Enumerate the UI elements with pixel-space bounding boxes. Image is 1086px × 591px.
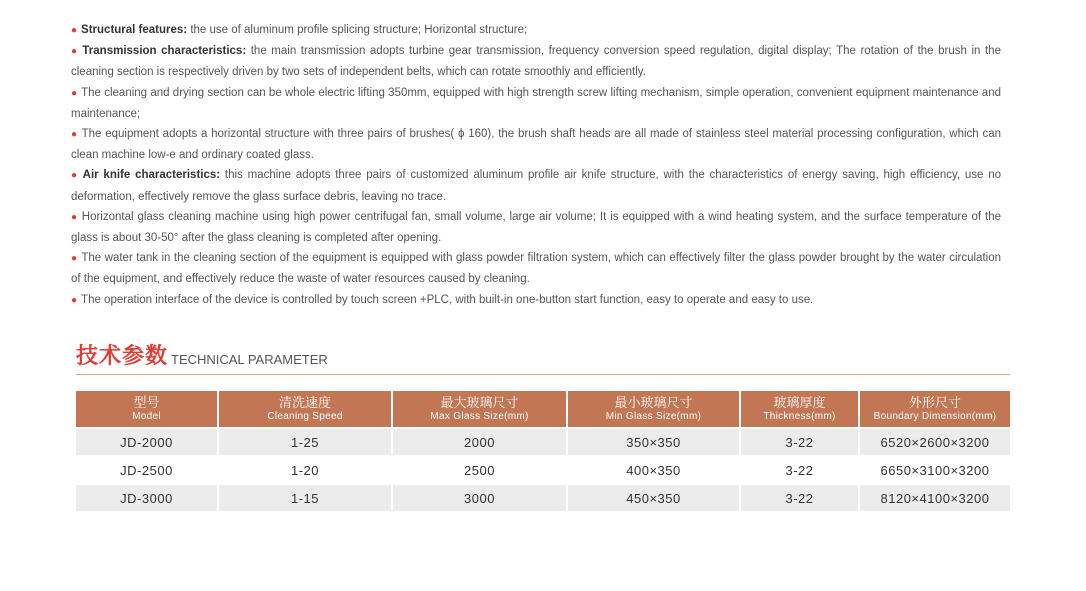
feature-text: this machine adopts three pairs of customized aluminum profile air knife structure, with the characteristics of energy saving, high efficiency, use no deformation, effectively remove the glass surface debris, leaving no trace. [71,169,1001,203]
feature-text: The cleaning and drying section can be whole electric lifting 350mm, equipped with high strength screw lifting mechanism, simple operation, convenient equipment maintenance and maintenance; [71,86,1001,120]
bullet-icon: ● [71,129,78,141]
cell-thickness: 3-22 [741,457,858,483]
feature-item [71,290,1001,311]
cell-min-size: 450×350 [568,485,739,511]
feature-item [71,83,1001,124]
section-title-en: TECHNICAL PARAMETER [171,352,328,367]
table-row [76,485,1010,511]
feature-label: Transmission characteristics: [82,45,247,58]
header-cleaning-speed: 清洗速度 Cleaning Speed [219,391,391,427]
section-title-cn: 技术参数 [76,343,169,368]
feature-item [71,41,1001,82]
cell-min-size: 350×350 [568,429,739,455]
header-thickness: 玻璃厚度 Thickness(mm) [741,391,858,427]
feature-label: Air knife characteristics: [82,169,221,182]
feature-text: the main transmission adopts turbine gear transmission, frequency conversion speed regulation, digital display; The rotation of the brush in the cleaning section is respectively driven by two sets of independent belts, which can rotate smoothly and efficiently. [71,45,1001,79]
cell-speed: 1-15 [219,485,391,511]
feature-text: Horizontal glass cleaning machine using high power centrifugal fan, small volume, large air volume; It is equipped with a wind heating system, and the surface temperature of the glass is about 30-50° after the glass cleaning is completed after opening. [71,210,1001,245]
cell-dimension: 6650×3100×3200 [860,457,1010,483]
bullet-icon: ● [71,25,78,36]
cell-speed: 1-20 [219,457,391,483]
bullet-icon: ● [71,294,78,306]
cell-dimension: 8120×4100×3200 [860,485,1010,511]
bullet-icon: ● [71,46,79,58]
cell-model: JD-2000 [76,429,217,455]
cell-dimension: 6520×2600×3200 [860,429,1010,455]
feature-text: The equipment adopts a horizontal structure with three pairs of brushes( ϕ 160), the brush shaft heads are all made of stainless steel material processing configuration, which can clean machine low-e and ordinary coated glass. [71,128,1001,162]
cell-max-size: 2500 [393,457,566,483]
header-model: 型号 Model [76,391,217,427]
feature-item [71,165,1001,206]
cell-thickness: 3-22 [741,429,858,455]
feature-text: The operation interface of the device is controlled by touch screen +PLC, with built-in one-button start function, easy to operate and easy to use. [81,293,814,306]
feature-item [71,248,1001,289]
feature-text: the use of aluminum profile splicing structure; Horizontal structure; [187,24,528,36]
cell-max-size: 3000 [393,485,566,511]
bullet-icon: ● [71,87,78,99]
cell-max-size: 2000 [393,429,566,455]
feature-item [71,207,1001,248]
section-divider [76,374,1010,375]
feature-label: Structural features: [81,24,188,36]
features-list [71,20,1001,311]
cell-speed: 1-25 [219,429,391,455]
section-title [76,342,328,370]
table-row [76,429,1010,455]
bullet-icon: ● [71,253,78,265]
feature-text: The water tank in the cleaning section of the equipment is equipped with glass powder filtration system, which can effectively filter the glass powder brought by the water circulation of the equipment, and effectively reduce the waste of water resources caused by cleaning. [71,252,1001,286]
cell-model: JD-3000 [76,485,217,511]
header-min-glass-size: 最小玻璃尺寸 Min Glass Size(mm) [568,391,739,427]
table-header-row [76,391,1010,427]
cell-thickness: 3-22 [741,485,858,511]
header-max-glass-size: 最大玻璃尺寸 Max Glass Size(mm) [393,391,566,427]
feature-item [71,124,1001,165]
table-row [76,457,1010,483]
header-boundary-dimension: 外形尺寸 Boundary Dimension(mm) [860,391,1010,427]
parameter-table [74,389,1012,513]
feature-item [71,20,1001,41]
cell-model: JD-2500 [76,457,217,483]
cell-min-size: 400×350 [568,457,739,483]
bullet-icon: ● [71,170,79,182]
bullet-icon: ● [71,211,78,223]
